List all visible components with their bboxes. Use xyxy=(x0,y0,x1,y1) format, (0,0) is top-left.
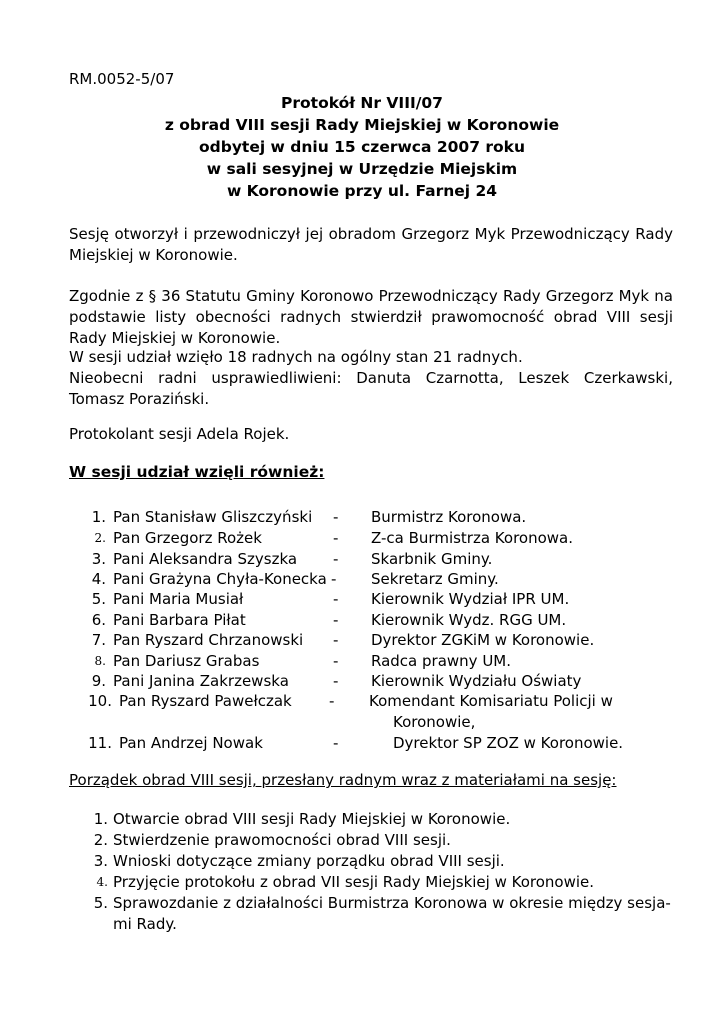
item-number: 4. xyxy=(91,570,106,588)
guest-role: Z-ca Burmistrza Koronowa. xyxy=(371,529,574,547)
title-line: w sali sesyjnej w Urzędzie Miejskim xyxy=(206,160,518,178)
item-number: 11. xyxy=(88,734,112,752)
separator-dash: - xyxy=(333,590,339,608)
absent-paragraph: Nieobecni radni usprawiedliwieni: Danuta Czarnotta, Leszek Czerkawski, Tomasz Poraziński. xyxy=(69,369,673,408)
item-number: 8. xyxy=(94,654,106,668)
title-line: z obrad VIII sesji Rady Miejskiej w Koronowie xyxy=(164,116,560,134)
agenda-text-continued: mi Rady. xyxy=(113,915,177,933)
attendance-line: W sesji udział wzięło 18 radnych na ogólny stan 21 radnych. xyxy=(69,348,523,366)
separator-dash: - xyxy=(333,672,339,690)
guest-role: Sekretarz Gminy. xyxy=(371,570,499,588)
item-number: 1. xyxy=(91,508,106,526)
agenda-text: Sprawozdanie z działalności Burmistrza Koronowa w okresie między sesja- xyxy=(113,894,671,912)
guest-name: Pani Maria Musiał xyxy=(113,590,244,608)
item-number: 4. xyxy=(96,875,108,889)
title-line: odbytej w dniu 15 czerwca 2007 roku xyxy=(198,138,526,156)
separator-dash: - xyxy=(333,550,339,568)
guest-name: Pan Dariusz Grabas xyxy=(113,652,260,670)
guest-role: Skarbnik Gminy. xyxy=(371,550,493,568)
guests-heading: W sesji udział wzięli również: xyxy=(69,463,325,481)
opening-paragraph: Sesję otworzył i przewodniczył jej obradom Grzegorz Myk Przewodniczący Rady Miejskiej w Koronowie. xyxy=(69,225,673,264)
agenda-text: Wnioski dotyczące zmiany porządku obrad VIII sesji. xyxy=(113,852,505,870)
agenda-heading: Porządek obrad VIII sesji, przesłany radnym wraz z materiałami na sesję: xyxy=(69,771,617,789)
guest-name: Pani Janina Zakrzewska xyxy=(113,672,289,690)
item-number: 5. xyxy=(93,894,108,912)
title-line: Protokół Nr VIII/07 xyxy=(281,94,443,112)
recorder-line: Protokolant sesji Adela Rojek. xyxy=(69,425,290,443)
agenda-text: Otwarcie obrad VIII sesji Rady Miejskiej w Koronowie. xyxy=(113,810,511,828)
guest-role-continued: Koronowie, xyxy=(393,713,476,731)
guest-name: Pan Ryszard Pawełczak xyxy=(119,692,292,710)
item-number: 5. xyxy=(91,590,106,608)
item-number: 3. xyxy=(93,852,108,870)
guest-name: Pan Andrzej Nowak xyxy=(119,734,263,752)
guest-name: Pan Ryszard Chrzanowski xyxy=(113,631,304,649)
separator-dash: - xyxy=(333,734,339,752)
item-number: 6. xyxy=(91,611,106,629)
document-reference: RM.0052-5/07 xyxy=(69,70,175,88)
separator-dash: - xyxy=(333,611,339,629)
guest-name: Pan Stanisław Gliszczyński xyxy=(113,508,313,526)
quorum-paragraph: Zgodnie z § 36 Statutu Gminy Koronowo Przewodniczący Rady Grzegorz Myk na podstawie listy obecności radnych stwierdził prawomocność obrad VIII sesji Rady Miejskiej w Koronowie. xyxy=(69,287,673,347)
separator-dash: - xyxy=(333,529,339,547)
guest-name: Pani Grażyna Chyła-Konecka xyxy=(113,570,327,588)
guest-role: Komendant Komisariatu Policji w xyxy=(369,692,613,710)
guest-role: Kierownik Wydz. RGG UM. xyxy=(371,611,567,629)
guest-role: Kierownik Wydziału Oświaty xyxy=(371,672,582,690)
separator-dash: - xyxy=(329,692,335,710)
guest-name: Pani Barbara Piłat xyxy=(113,611,246,629)
item-number: 1. xyxy=(93,810,108,828)
guest-name: Pani Aleksandra Szyszka xyxy=(113,550,298,568)
separator-dash: - xyxy=(331,570,337,588)
document-title xyxy=(0,92,724,202)
separator-dash: - xyxy=(333,631,339,649)
title-line: w Koronowie przy ul. Farnej 24 xyxy=(226,182,498,200)
guest-role: Dyrektor ZGKiM w Koronowie. xyxy=(371,631,595,649)
guest-name: Pan Grzegorz Rożek xyxy=(113,529,262,547)
guest-role: Burmistrz Koronowa. xyxy=(371,508,527,526)
item-number: 3. xyxy=(91,550,106,568)
guest-role: Dyrektor SP ZOZ w Koronowie. xyxy=(393,734,624,752)
item-number: 10. xyxy=(88,692,112,710)
item-number: 2. xyxy=(94,531,106,545)
item-number: 7. xyxy=(91,631,106,649)
item-number: 9. xyxy=(91,672,106,690)
guest-role: Kierownik Wydział IPR UM. xyxy=(371,590,570,608)
guest-role: Radca prawny UM. xyxy=(371,652,512,670)
item-number: 2. xyxy=(93,831,108,849)
agenda-text: Stwierdzenie prawomocności obrad VIII sesji. xyxy=(113,831,451,849)
separator-dash: - xyxy=(333,508,339,526)
separator-dash: - xyxy=(333,652,339,670)
agenda-text: Przyjęcie protokołu z obrad VII sesji Rady Miejskiej w Koronowie. xyxy=(113,873,595,891)
